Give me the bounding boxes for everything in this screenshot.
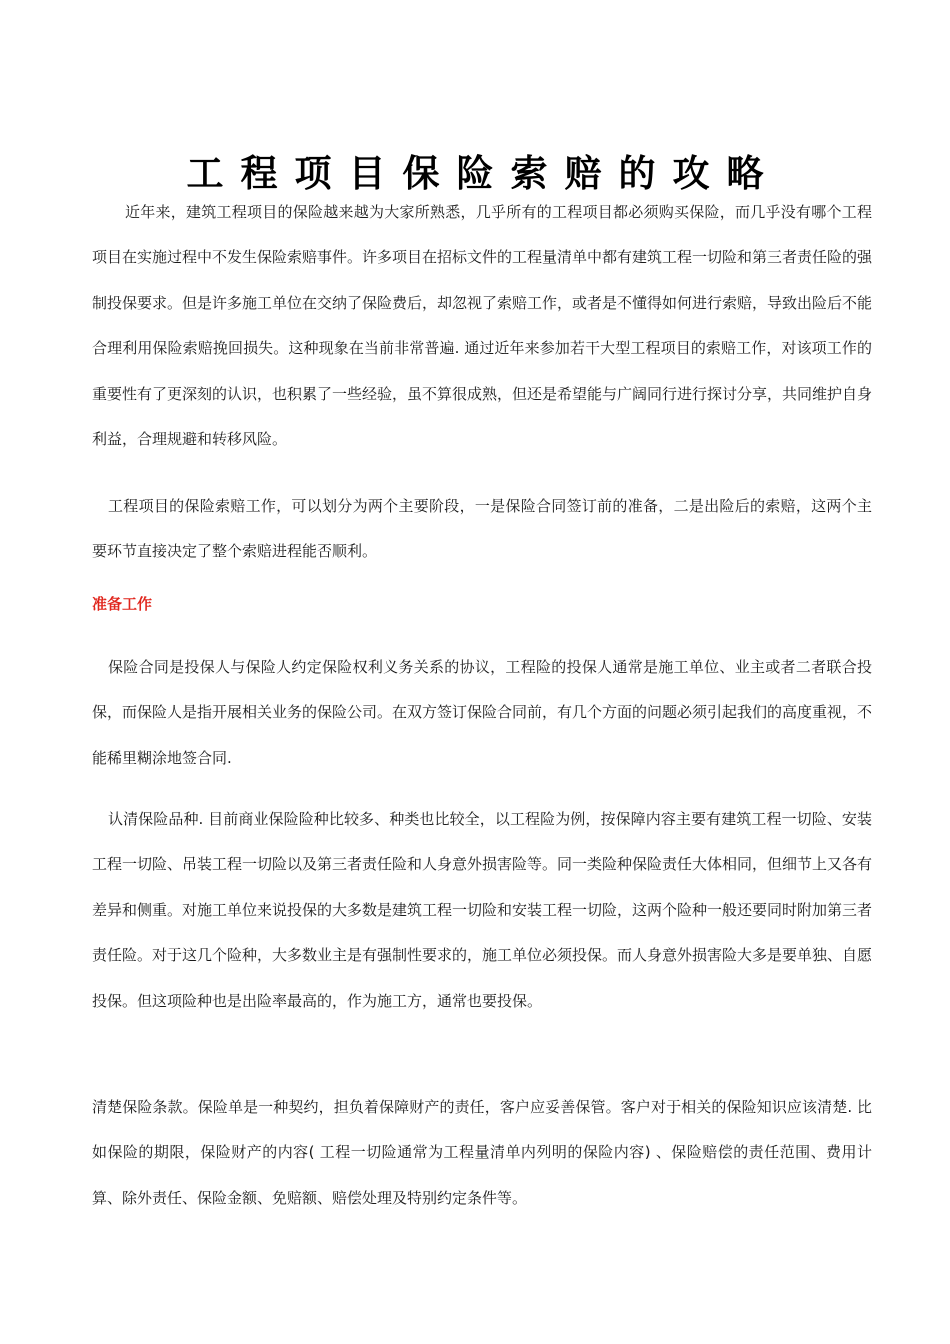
stages-paragraph: 工程项目的保险索赔工作，可以划分为两个主要阶段，一是保险合同签订前的准备，二是出险后的索赔，这两个主要环节直接决定了整个索赔进程能否顺利。 — [92, 497, 872, 561]
intro-paragraph: 近年来，建筑工程项目的保险越来越为大家所熟悉，几乎所有的工程项目都必须购买保险，而几乎没有哪个工程项目在实施过程中不发生保险索赔事件。许多项目在招标文件的工程量清单中都有建筑工程一切险和第三者责任险的强制投保要求。但是许多施工单位在交纳了保险费后，却忽视了索赔工作，或者是不懂得如何进行索赔，导致出险后不能合理利用保险索赔挽回损失。这种现象在当前非常普遍. 通过近年来参加若干大型工程项目的索赔工作，对该项工作的重要性有了更深刻的认识，也积累了一些经验，虽不算很成熟，但还是希望能与广阔同行进行探讨分享，共同维护自身利益，合理规避和转移风险。 — [92, 203, 873, 449]
insurance-clauses-paragraph: 清楚保险条款。保险单是一种契约，担负着保障财产的责任，客户应妥善保管。客户对于相关的保险知识应该清楚. 比如保险的期限，保险财产的内容( 工程一切险通常为工程量清单内列明的保险内容) 、保险赔偿的责任范围、费用计算、除外责任、保险金额、免赔额、赔偿处理及特别约定条件等。 — [92, 1098, 872, 1207]
document-title: 工程项目保险索赔的攻略 — [186, 151, 781, 195]
insurance-types-paragraph: 认清保险品种. 目前商业保险险种比较多、种类也比较全，以工程险为例，按保障内容主要有建筑工程一切险、安装工程一切险、吊装工程一切险以及第三者责任险和人身意外损害险等。同一类险种保险责任大体相同，但细节上又各有差异和侧重。对施工单位来说投保的大多数是建筑工程一切险和安装工程一切险，这两个险种一般还要同时附加第三者责任险。对于这几个险种，大多数业主是有强制性要求的，施工单位必须投保。而人身意外损害险大多是要单独、自愿投保。但这项险种也是出险率最高的，作为施工方，通常也要投保。 — [92, 810, 873, 1010]
contract-paragraph: 保险合同是投保人与保险人约定保险权利义务关系的协议，工程险的投保人通常是施工单位、业主或者二者联合投保，而保险人是指开展相关业务的保险公司。在双方签订保险合同前，有几个方面的问题必须引起我们的高度重视，不能稀里糊涂地签合同. — [92, 658, 873, 767]
section-heading: 准备工作 — [92, 595, 153, 613]
